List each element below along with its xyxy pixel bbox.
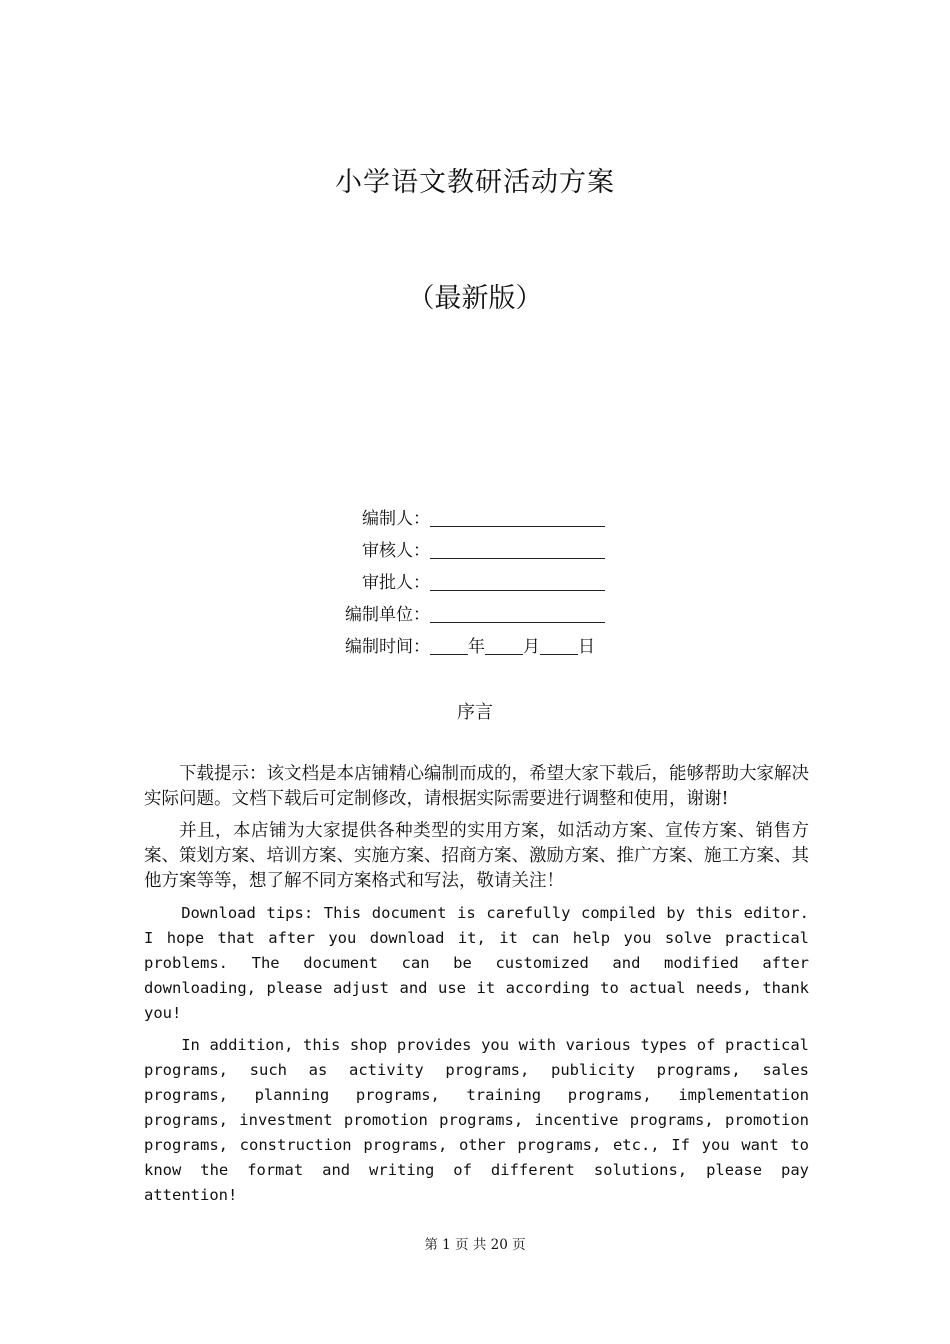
preface-title: 序言	[457, 702, 493, 723]
year-label: 年	[468, 637, 485, 657]
compiler-label: 编制人：	[362, 509, 430, 529]
day-label: 日	[578, 637, 595, 657]
unit-label: 编制单位：	[345, 605, 430, 625]
compiler-row	[330, 503, 650, 535]
download-tip-cn-paragraph: 下载提示：该文档是本店铺精心编制而成的，希望大家下载后，能够帮助大家解决实际问题。文档下载后可定制修改，请根据实际需要进行调整和使用，谢谢!	[144, 764, 809, 809]
approver-label: 审批人：	[362, 573, 430, 593]
unit-row	[330, 599, 650, 631]
day-blank-line	[540, 640, 578, 655]
download-tip-en-paragraph: Download tips: This document is carefully compiled by this editor. I hope that after you download it, it can help you solve practical problems. The document can be customized and modified after downloading, please adjust and use it according to actual needs, thank you!	[144, 904, 809, 1022]
compiler-blank-line	[430, 512, 605, 527]
month-label: 月	[523, 637, 540, 657]
shop-intro-cn-paragraph: 并且，本店铺为大家提供各种类型的实用方案，如活动方案、宣传方案、销售方案、策划方案、培训方案、实施方案、招商方案、激励方案、推广方案、施工方案、其他方案等等，想了解不同方案格式和写法，敬请关注！	[144, 821, 809, 891]
shop-intro-en-paragraph: In addition, this shop provides you with various types of practical programs, such as activity programs, publicity programs, sales programs, planning programs, training programs, implementation programs, investment promotion programs, incentive programs, promotion programs, construction programs, other programs, etc., If you want to know the format and writing of different solutions, please pay attention!	[144, 1036, 809, 1204]
reviewer-blank-line	[430, 544, 605, 559]
document-meta-block	[330, 503, 650, 663]
approver-blank-line	[430, 576, 605, 591]
month-blank-line	[485, 640, 523, 655]
reviewer-row	[330, 535, 650, 567]
approver-row	[330, 567, 650, 599]
year-blank-line	[430, 640, 468, 655]
document-title: 小学语文教研活动方案	[335, 167, 615, 198]
time-row	[330, 631, 650, 663]
time-label: 编制时间：	[345, 637, 430, 657]
page-number-footer: 第 1 页 共 20 页	[424, 1237, 526, 1253]
preface-content	[144, 762, 809, 1215]
document-subtitle: （最新版）	[407, 283, 543, 314]
reviewer-label: 审核人：	[362, 541, 430, 561]
unit-blank-line	[430, 608, 605, 623]
